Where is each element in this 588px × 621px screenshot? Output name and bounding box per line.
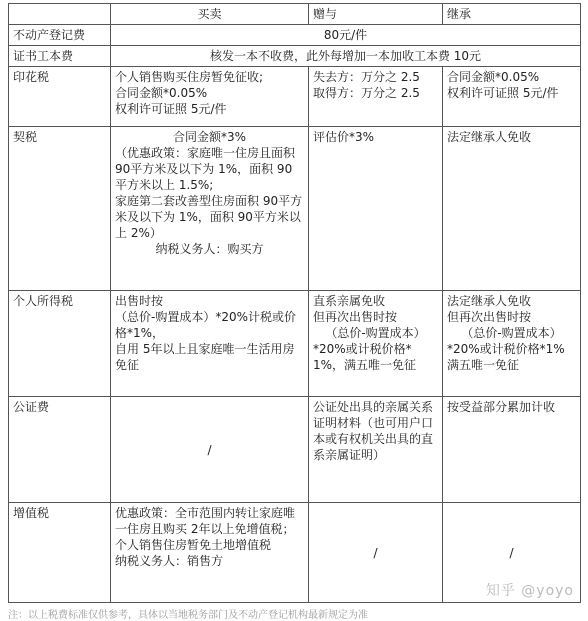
fee-table xyxy=(8,3,581,603)
cell-line: 个人销售购买住房暂免征收; xyxy=(115,70,264,84)
cell-line: 取得方：万分之 2.5 xyxy=(313,86,420,100)
cell-line: 纳税义务人：购买方 xyxy=(155,242,264,256)
deed-sale-cell xyxy=(111,127,309,291)
header-inherit: 继承 xyxy=(443,4,581,25)
header-sale: 买卖 xyxy=(111,4,309,25)
cell-line: 合同金额*3% xyxy=(172,130,247,144)
cell-line: 公证处出具的亲属关系证明材料（也可用户口本或有权机关出具的直系亲属证明） xyxy=(313,400,434,462)
cell-line: 但再次出售时按 xyxy=(313,310,398,324)
cell-line: 合同金额*0.05% xyxy=(447,70,540,84)
notary-sale-cell: / xyxy=(111,397,309,503)
cell-line: 但再次出售时按 xyxy=(447,310,532,324)
cell-line: （优惠政策：家庭唯一住房且面积 90平方米及以下为 1%，面积 90平方米以上 1.5%; xyxy=(115,146,296,192)
income-sale-cell xyxy=(111,291,309,397)
row-label: 个人所得税 xyxy=(9,291,111,397)
cell-line: *20%或计税价格*1% xyxy=(447,342,565,356)
vat-sale-cell xyxy=(111,503,309,603)
table-row xyxy=(9,291,581,397)
notary-inherit-cell xyxy=(443,397,581,503)
cell-line: （总价-购置成本） xyxy=(461,326,562,340)
cell-line: 满五唯一免征 xyxy=(447,358,520,372)
cell-line: 纳税义务人：销售方 xyxy=(115,554,224,568)
stamp-gift-cell xyxy=(309,67,443,127)
income-gift-cell xyxy=(309,291,443,397)
table-row xyxy=(9,67,581,127)
stamp-sale-cell xyxy=(111,67,309,127)
cell-line: *20%或计税价格*1%，满五唯一免征 xyxy=(313,342,417,372)
cell-line: 直系亲属免收 xyxy=(313,294,386,308)
row-label: 印花税 xyxy=(9,67,111,127)
cell-line: 法定继承人免收 xyxy=(447,294,532,308)
cell-line: 出售时按 xyxy=(115,294,164,308)
cell-line: 自用 5年以上且家庭唯一生活用房免征 xyxy=(115,342,295,372)
header-row xyxy=(9,4,581,25)
table-row xyxy=(9,25,581,46)
cell-line: 失去方：万分之 2.5 xyxy=(313,70,420,84)
notary-gift-cell xyxy=(309,397,443,503)
table-row xyxy=(9,127,581,291)
table-row xyxy=(9,397,581,503)
header-gift: 赠与 xyxy=(309,4,443,25)
stamp-inherit-cell xyxy=(443,67,581,127)
cell-line: 家庭第二套改善型住房面积 90平方米及以下为 1%，面积 90平方米以上 2%） xyxy=(115,194,303,240)
row-label: 证书工本费 xyxy=(9,46,111,67)
certificate-fee-value: 核发一本不收费，此外每增加一本加收工本费 10元 xyxy=(111,46,581,67)
row-label: 契税 xyxy=(9,127,111,291)
cell-line: 按受益部分累加计收 xyxy=(447,400,556,414)
deed-inherit-cell xyxy=(443,127,581,291)
header-cell-empty xyxy=(9,4,111,25)
row-label: 不动产登记费 xyxy=(9,25,111,46)
row-label: 增值税 xyxy=(9,503,111,603)
deed-gift-cell xyxy=(309,127,443,291)
cell-line: （总价-购置成本）*20%计税或价格*1%， xyxy=(115,310,297,340)
watermark: 知乎 @yoyo xyxy=(485,583,574,599)
cell-line: 法定继承人免收 xyxy=(447,130,532,144)
cell-line: 评估价*3% xyxy=(313,130,375,144)
cell-line: 合同金额*0.05% xyxy=(115,86,208,100)
table-row xyxy=(9,46,581,67)
cell-line: 权利许可证照 5元/件 xyxy=(115,102,227,116)
income-inherit-cell xyxy=(443,291,581,397)
cell-line: 权利许可证照 5元/件 xyxy=(447,86,559,100)
footer-note-partial: 注：以上税费标准仅供参考，具体以当地税务部门及不动产登记机构最新规定为准 xyxy=(8,610,368,621)
vat-inherit-cell: / xyxy=(443,503,581,603)
registration-fee-value: 80元/件 xyxy=(111,25,581,46)
cell-line: 优惠政策：全市范围内转让家庭唯一住房且购买 2年以上免增值税；个人销售住房暂免土地增值税 xyxy=(115,506,296,552)
row-label: 公证费 xyxy=(9,397,111,503)
vat-gift-cell: / xyxy=(309,503,443,603)
cell-line: （总价-购置成本） xyxy=(325,326,426,340)
